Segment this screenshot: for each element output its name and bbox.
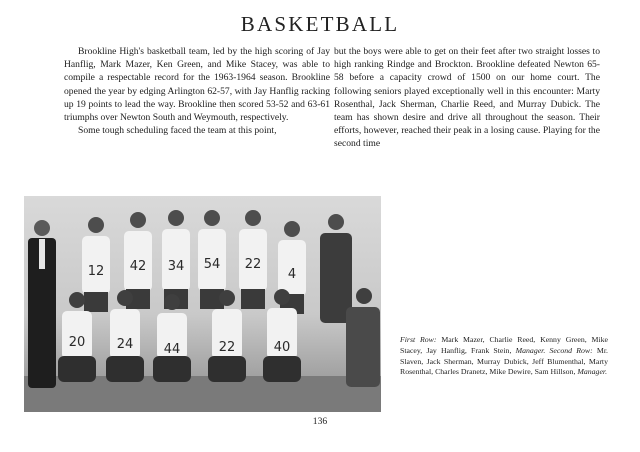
manager-figure bbox=[320, 214, 352, 323]
article-paragraph: Brookline High's basketball team, led by the high scoring of Jay Hanflig, Mark Mazer, Ken Green, and Mike Stacey, was able to compile a respectable record for the 1963-1964 season. Brookline opened the year by edging Arlington 62-57, with Jay Hanflig racking up 19 points to lead the way. Brookline then scored 53-52 and 63-61 triumphs over Newton South and Weymouth, respectively. bbox=[64, 46, 330, 124]
jersey-number: 12 bbox=[87, 264, 105, 279]
caption-names: Mark Mazer, Charlie Reed, Kenny Green, Mike Stacey, Jay Hanflig, Frank Stein, bbox=[400, 335, 608, 355]
jersey-number: 22 bbox=[218, 340, 236, 355]
article-right-column bbox=[334, 45, 600, 151]
team-photo-illustration bbox=[24, 196, 381, 412]
caption-manager: Manager. bbox=[577, 367, 608, 377]
page-title: BASKETBALL bbox=[240, 12, 400, 36]
caption-manager: Manager. bbox=[515, 345, 546, 355]
jersey-number: 42 bbox=[129, 259, 147, 274]
team-photo bbox=[24, 196, 381, 412]
caption-row-label: Second Row: bbox=[549, 345, 593, 355]
caption-names: Mr. Slaven, Jack Sherman, Murray Dubick, Jeff Blumenthal, Marty Rosenthal, Charles Dranetz, Mike Dewire, Sam Hillson, bbox=[400, 345, 608, 377]
jersey-number: 24 bbox=[116, 337, 134, 352]
coach-figure bbox=[28, 220, 56, 388]
article-paragraph: but the boys were able to get on their feet after two straight losses to high ranking Rindge and Brockton. Brookline defeated Newton 65-58 before a capacity crowd of 1500 on our home court. The following seniors played exceptionally well in this encounter: Marty Rosenthal, Jack Sherman, Charlie Reed, and Murray Dubick. The team has shown desire and drive all throughout the season. Their efforts, however, reached their peak in a losing cause. Playing for the second time bbox=[334, 46, 600, 150]
jersey-number: 4 bbox=[287, 267, 297, 282]
page-number: 136 bbox=[312, 416, 328, 427]
caption-row-label: First Row: bbox=[400, 335, 437, 344]
jersey-number: 40 bbox=[273, 340, 291, 355]
jersey-number: 22 bbox=[244, 257, 262, 272]
article-paragraph: Some tough scheduling faced the team at this point, bbox=[78, 125, 277, 137]
jersey-number: 34 bbox=[167, 259, 185, 274]
article-left-column bbox=[64, 45, 330, 137]
jersey-number: 54 bbox=[203, 257, 221, 272]
jersey-number: 44 bbox=[163, 342, 181, 357]
photo-caption bbox=[400, 335, 608, 378]
jersey-number: 20 bbox=[68, 335, 86, 350]
